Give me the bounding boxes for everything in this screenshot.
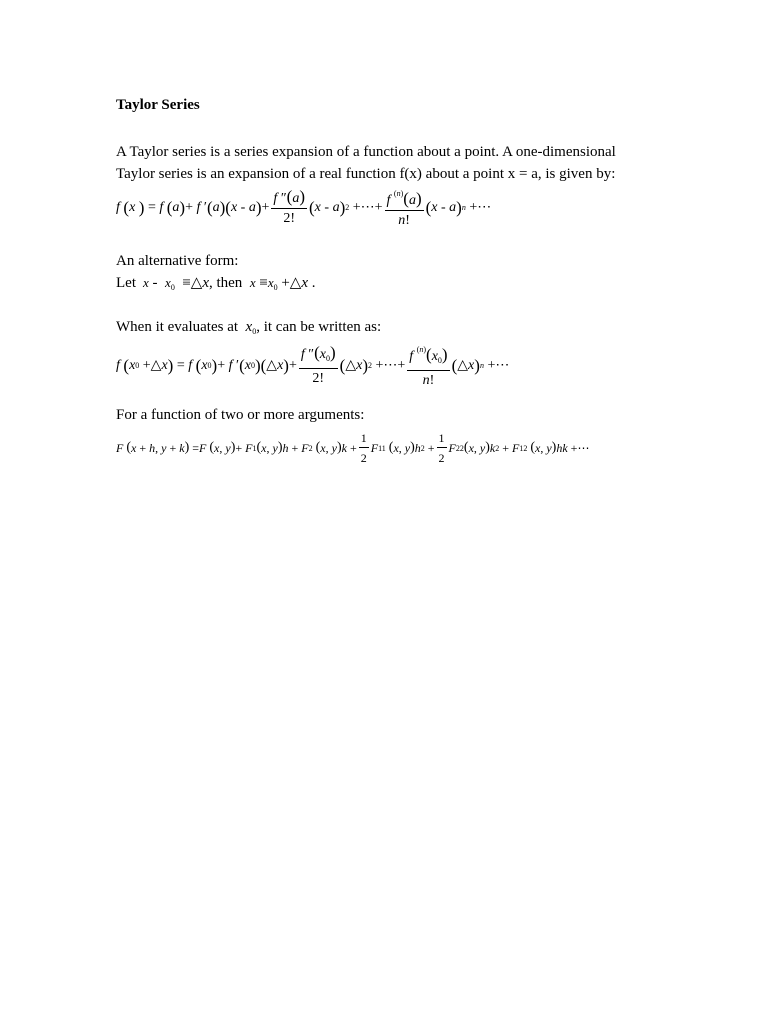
page-title: Taylor Series: [116, 97, 200, 113]
then-label: , then: [208, 275, 243, 291]
evaluate-line: When it evaluates at $x_0$, it can be written as:: [116, 319, 382, 336]
two-variable-taylor-equation: F ( x + h , y + k ) = F ( x , y ) + F 1 ( x , y ) h + F 2 ( x , y ) k + $\frac{1}{2}$ F 11 ( x , y ) h 2 + $\frac{1}{2}$ F 22 ( x , y ) k 2 + F 12 ( x , y ) hk +⋯: [116, 431, 590, 465]
let-line: Let x - $x_0$ ≡△x, then $x \equiv x_0$ +△x .: [116, 275, 316, 292]
alt-form-heading: An alternative form:: [116, 253, 239, 269]
two-args-heading: For a function of two or more arguments:: [116, 407, 365, 423]
alternative-taylor-equation: f ( x 0 +△ x ) = f ( x 0 ) + f ′ ( x 0 )( △ x ) + $\frac{f ''(x_0)}{2!}$ ( △ x ) 2 +⋯+ $\frac{f ^{(n)}(x_0)}{n!}$ ( △ x ) n +⋯: [116, 342, 510, 388]
let-label: Let: [116, 275, 136, 291]
intro-paragraph: A Taylor series is a series expansion of a function about a point. A one-dimensional Taylor series is an expansion of a real function f(x) about a point x = a, is given by:: [116, 144, 616, 182]
period: .: [311, 275, 316, 291]
evaluate-label: When it evaluates at: [116, 319, 239, 335]
taylor-series-equation: f ( x ) = f ( a ) + f ′ ( a )( x - a ) + $\frac{f ''(a)}{2!}$ ( x - a ) 2 +⋯+ $\frac{f ^{(n)}(a)}{n!}$ ( x - a ) n +⋯: [116, 186, 492, 228]
written-as-label: , it can be written as:: [256, 319, 382, 335]
